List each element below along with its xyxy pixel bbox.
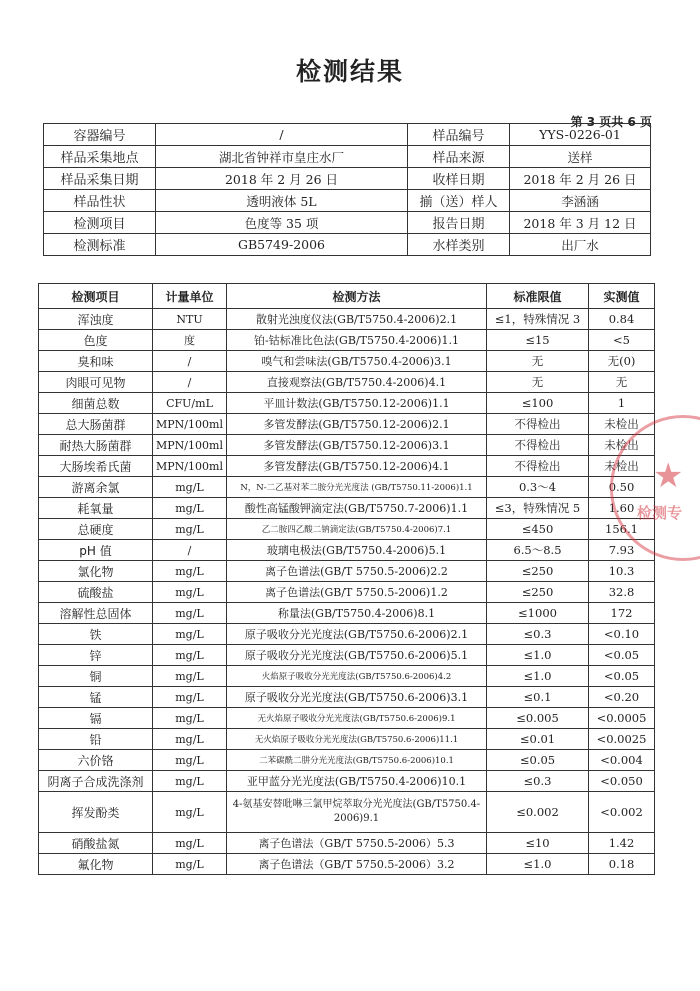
test-item: 硫酸盐 xyxy=(39,582,153,603)
test-method: 多管发酵法(GB/T5750.12-2006)3.1 xyxy=(227,435,487,456)
test-item: 铁 xyxy=(39,624,153,645)
test-item: 游离余氯 xyxy=(39,477,153,498)
test-method: 直接观察法(GB/T5750.4-2006)4.1 xyxy=(227,372,487,393)
info-row xyxy=(44,234,651,256)
test-item: 挥发酚类 xyxy=(39,792,153,833)
table-row xyxy=(39,771,655,792)
unit: mg/L xyxy=(153,771,227,792)
measured-value: 未检出 xyxy=(589,414,655,435)
standard-limit: ≤0.1 xyxy=(487,687,589,708)
standard-limit: ≤100 xyxy=(487,393,589,414)
test-method: 多管发酵法(GB/T5750.12-2006)4.1 xyxy=(227,456,487,477)
measured-value: <0.002 xyxy=(589,792,655,833)
standard-limit: ≤0.002 xyxy=(487,792,589,833)
info-row xyxy=(44,124,651,146)
info-value: 2018 年 2 月 26 日 xyxy=(156,168,408,190)
test-method: 乙二胺四乙酸二钠滴定法(GB/T5750.4-2006)7.1 xyxy=(227,519,487,540)
table-row xyxy=(39,351,655,372)
info-value: 送样 xyxy=(510,146,651,168)
info-value: 2018 年 2 月 26 日 xyxy=(510,168,651,190)
info-value: 李涵涵 xyxy=(510,190,651,212)
standard-limit: 不得检出 xyxy=(487,456,589,477)
table-row xyxy=(39,435,655,456)
test-method: 4-氨基安替吡啉三氯甲烷萃取分光光度法(GB/T5750.4-2006)9.1 xyxy=(227,792,487,833)
test-item: 铜 xyxy=(39,666,153,687)
test-item: 锰 xyxy=(39,687,153,708)
results-table xyxy=(38,283,655,875)
table-row xyxy=(39,477,655,498)
test-item: 耐热大肠菌群 xyxy=(39,435,153,456)
test-method: 散射光浊度仪法(GB/T5750.4-2006)2.1 xyxy=(227,309,487,330)
test-method: 火焰原子吸收分光光度法(GB/T5750.6-2006)4.2 xyxy=(227,666,487,687)
table-row xyxy=(39,456,655,477)
table-row xyxy=(39,309,655,330)
standard-limit: 0.3～4 xyxy=(487,477,589,498)
measured-value: <0.20 xyxy=(589,687,655,708)
test-item: 总硬度 xyxy=(39,519,153,540)
standard-limit: ≤450 xyxy=(487,519,589,540)
measured-value: 1.60 xyxy=(589,498,655,519)
test-item: 氯化物 xyxy=(39,561,153,582)
table-row xyxy=(39,833,655,854)
measured-value: 0.50 xyxy=(589,477,655,498)
test-item: 色度 xyxy=(39,330,153,351)
table-row xyxy=(39,372,655,393)
test-method: 离子色谱法（GB/T 5750.5-2006）5.3 xyxy=(227,833,487,854)
test-method: 原子吸收分光光度法(GB/T5750.6-2006)3.1 xyxy=(227,687,487,708)
measured-value: <5 xyxy=(589,330,655,351)
table-row xyxy=(39,624,655,645)
info-label: 收样日期 xyxy=(408,168,510,190)
unit: mg/L xyxy=(153,833,227,854)
test-item: 硝酸盐氮 xyxy=(39,833,153,854)
unit: mg/L xyxy=(153,519,227,540)
unit: mg/L xyxy=(153,603,227,624)
measured-value: 未检出 xyxy=(589,435,655,456)
info-value: GB5749-2006 xyxy=(156,234,408,256)
test-method: 铂-钴标准比色法(GB/T5750.4-2006)1.1 xyxy=(227,330,487,351)
info-label: 样品采集日期 xyxy=(44,168,156,190)
standard-limit: 无 xyxy=(487,372,589,393)
test-item: 锌 xyxy=(39,645,153,666)
table-row xyxy=(39,750,655,771)
standard-limit: ≤1.0 xyxy=(487,854,589,875)
table-row xyxy=(39,729,655,750)
unit: MPN/100ml xyxy=(153,414,227,435)
unit: CFU/mL xyxy=(153,393,227,414)
measured-value: 未检出 xyxy=(589,456,655,477)
measured-value: 1.42 xyxy=(589,833,655,854)
info-value: 色度等 35 项 xyxy=(156,212,408,234)
unit: mg/L xyxy=(153,687,227,708)
info-row xyxy=(44,190,651,212)
table-row xyxy=(39,393,655,414)
info-row xyxy=(44,212,651,234)
measured-value: <0.004 xyxy=(589,750,655,771)
info-value: YYS-0226-01 xyxy=(510,124,651,146)
standard-limit: ≤3，特殊情况 5 xyxy=(487,498,589,519)
test-method: 无火焰原子吸收分光光度法(GB/T5750.6-2006)11.1 xyxy=(227,729,487,750)
test-item: 阴离子合成洗涤剂 xyxy=(39,771,153,792)
unit: / xyxy=(153,372,227,393)
standard-limit: ≤250 xyxy=(487,582,589,603)
unit: / xyxy=(153,540,227,561)
info-label: 样品编号 xyxy=(408,124,510,146)
standard-limit: 6.5～8.5 xyxy=(487,540,589,561)
info-label: 揃（送）样人 xyxy=(408,190,510,212)
test-method: N，N-二乙基对苯二胺分光光度法 (GB/T5750.11-2006)1.1 xyxy=(227,477,487,498)
test-method: 嗅气和尝味法(GB/T5750.4-2006)3.1 xyxy=(227,351,487,372)
test-method: 称量法(GB/T5750.4-2006)8.1 xyxy=(227,603,487,624)
test-method: 亚甲蓝分光光度法(GB/T5750.4-2006)10.1 xyxy=(227,771,487,792)
info-value: / xyxy=(156,124,408,146)
unit: mg/L xyxy=(153,477,227,498)
test-item: 细菌总数 xyxy=(39,393,153,414)
info-value: 透明液体 5L xyxy=(156,190,408,212)
table-row xyxy=(39,666,655,687)
standard-limit: 无 xyxy=(487,351,589,372)
info-label: 报告日期 xyxy=(408,212,510,234)
info-label: 水样类别 xyxy=(408,234,510,256)
test-method: 离子色谱法(GB/T 5750.5-2006)2.2 xyxy=(227,561,487,582)
measured-value: <0.10 xyxy=(589,624,655,645)
test-item: 耗氧量 xyxy=(39,498,153,519)
test-method: 离子色谱法(GB/T 5750.5-2006)1.2 xyxy=(227,582,487,603)
seal-text: 检测专 xyxy=(637,504,683,522)
info-label: 检测项目 xyxy=(44,212,156,234)
measured-value: <0.05 xyxy=(589,666,655,687)
info-label: 容器编号 xyxy=(44,124,156,146)
header-item: 检测项目 xyxy=(39,284,153,309)
test-item: 总大肠菌群 xyxy=(39,414,153,435)
table-row xyxy=(39,330,655,351)
test-method: 玻璃电极法(GB/T5750.4-2006)5.1 xyxy=(227,540,487,561)
page-number: 第 3 页共 6 页 xyxy=(570,115,652,129)
standard-limit: ≤1.0 xyxy=(487,645,589,666)
table-row xyxy=(39,414,655,435)
measured-value: 172 xyxy=(589,603,655,624)
test-method: 二苯碳酰二肼分光光度法(GB/T5750.6-2006)10.1 xyxy=(227,750,487,771)
header-unit: 计量单位 xyxy=(153,284,227,309)
test-method: 平皿计数法(GB/T5750.12-2006)1.1 xyxy=(227,393,487,414)
table-row xyxy=(39,519,655,540)
measured-value: 0.18 xyxy=(589,854,655,875)
header-method: 检测方法 xyxy=(227,284,487,309)
test-method: 无火焰原子吸收分光光度法(GB/T5750.6-2006)9.1 xyxy=(227,708,487,729)
table-row xyxy=(39,603,655,624)
measured-value: 0.84 xyxy=(589,309,655,330)
table-row xyxy=(39,854,655,875)
page-title: 检测结果 xyxy=(295,57,404,86)
unit: mg/L xyxy=(153,498,227,519)
seal-star-icon: ★ xyxy=(653,456,684,496)
measured-value: <0.0005 xyxy=(589,708,655,729)
sample-info-table xyxy=(43,123,651,256)
unit: mg/L xyxy=(153,582,227,603)
table-row xyxy=(39,792,655,833)
measured-value: 1 xyxy=(589,393,655,414)
test-item: 浑浊度 xyxy=(39,309,153,330)
info-value: 2018 年 3 月 12 日 xyxy=(510,212,651,234)
info-value: 出厂水 xyxy=(510,234,651,256)
unit: mg/L xyxy=(153,792,227,833)
measured-value: 32.8 xyxy=(589,582,655,603)
test-item: 镉 xyxy=(39,708,153,729)
standard-limit: ≤1，特殊情况 3 xyxy=(487,309,589,330)
table-row xyxy=(39,540,655,561)
test-method: 多管发酵法(GB/T5750.12-2006)2.1 xyxy=(227,414,487,435)
unit: NTU xyxy=(153,309,227,330)
test-item: 铅 xyxy=(39,729,153,750)
unit: MPN/100ml xyxy=(153,435,227,456)
unit: MPN/100ml xyxy=(153,456,227,477)
measured-value: 无(0) xyxy=(589,351,655,372)
info-row xyxy=(44,146,651,168)
standard-limit: ≤250 xyxy=(487,561,589,582)
standard-limit: ≤1000 xyxy=(487,603,589,624)
unit: mg/L xyxy=(153,854,227,875)
header-standard: 标准限值 xyxy=(487,284,589,309)
measured-value: 7.93 xyxy=(589,540,655,561)
test-item: 大肠埃希氏菌 xyxy=(39,456,153,477)
info-label: 检测标准 xyxy=(44,234,156,256)
info-label: 样品性状 xyxy=(44,190,156,212)
standard-limit: ≤0.05 xyxy=(487,750,589,771)
measured-value: <0.05 xyxy=(589,645,655,666)
test-method: 原子吸收分光光度法(GB/T5750.6-2006)5.1 xyxy=(227,645,487,666)
test-item: 六价铬 xyxy=(39,750,153,771)
header-measured: 实测值 xyxy=(589,284,655,309)
standard-limit: ≤0.01 xyxy=(487,729,589,750)
standard-limit: ≤0.3 xyxy=(487,771,589,792)
test-item: 臭和味 xyxy=(39,351,153,372)
test-item: 肉眼可见物 xyxy=(39,372,153,393)
table-row xyxy=(39,708,655,729)
test-item: 氟化物 xyxy=(39,854,153,875)
test-item: pH 值 xyxy=(39,540,153,561)
unit: mg/L xyxy=(153,624,227,645)
unit: mg/L xyxy=(153,666,227,687)
unit: mg/L xyxy=(153,750,227,771)
info-value: 湖北省钟祥市皇庄水厂 xyxy=(156,146,408,168)
unit: / xyxy=(153,351,227,372)
measured-value: 156.1 xyxy=(589,519,655,540)
measured-value: 无 xyxy=(589,372,655,393)
test-method: 原子吸收分光光度法(GB/T5750.6-2006)2.1 xyxy=(227,624,487,645)
test-item: 溶解性总固体 xyxy=(39,603,153,624)
results-header-row xyxy=(39,284,655,309)
table-row xyxy=(39,561,655,582)
unit: mg/L xyxy=(153,561,227,582)
standard-limit: ≤1.0 xyxy=(487,666,589,687)
table-row xyxy=(39,645,655,666)
unit: 度 xyxy=(153,330,227,351)
measured-value: <0.050 xyxy=(589,771,655,792)
standard-limit: ≤0.005 xyxy=(487,708,589,729)
unit: mg/L xyxy=(153,729,227,750)
info-row xyxy=(44,168,651,190)
info-label: 样品采集地点 xyxy=(44,146,156,168)
table-row xyxy=(39,687,655,708)
standard-limit: ≤10 xyxy=(487,833,589,854)
unit: mg/L xyxy=(153,708,227,729)
table-row xyxy=(39,498,655,519)
test-method: 离子色谱法（GB/T 5750.5-2006）3.2 xyxy=(227,854,487,875)
standard-limit: ≤15 xyxy=(487,330,589,351)
info-label: 样品来源 xyxy=(408,146,510,168)
unit: mg/L xyxy=(153,645,227,666)
measured-value: <0.0025 xyxy=(589,729,655,750)
test-method: 酸性高锰酸钾滴定法(GB/T5750.7-2006)1.1 xyxy=(227,498,487,519)
standard-limit: 不得检出 xyxy=(487,414,589,435)
standard-limit: 不得检出 xyxy=(487,435,589,456)
standard-limit: ≤0.3 xyxy=(487,624,589,645)
table-row xyxy=(39,582,655,603)
measured-value: 10.3 xyxy=(589,561,655,582)
